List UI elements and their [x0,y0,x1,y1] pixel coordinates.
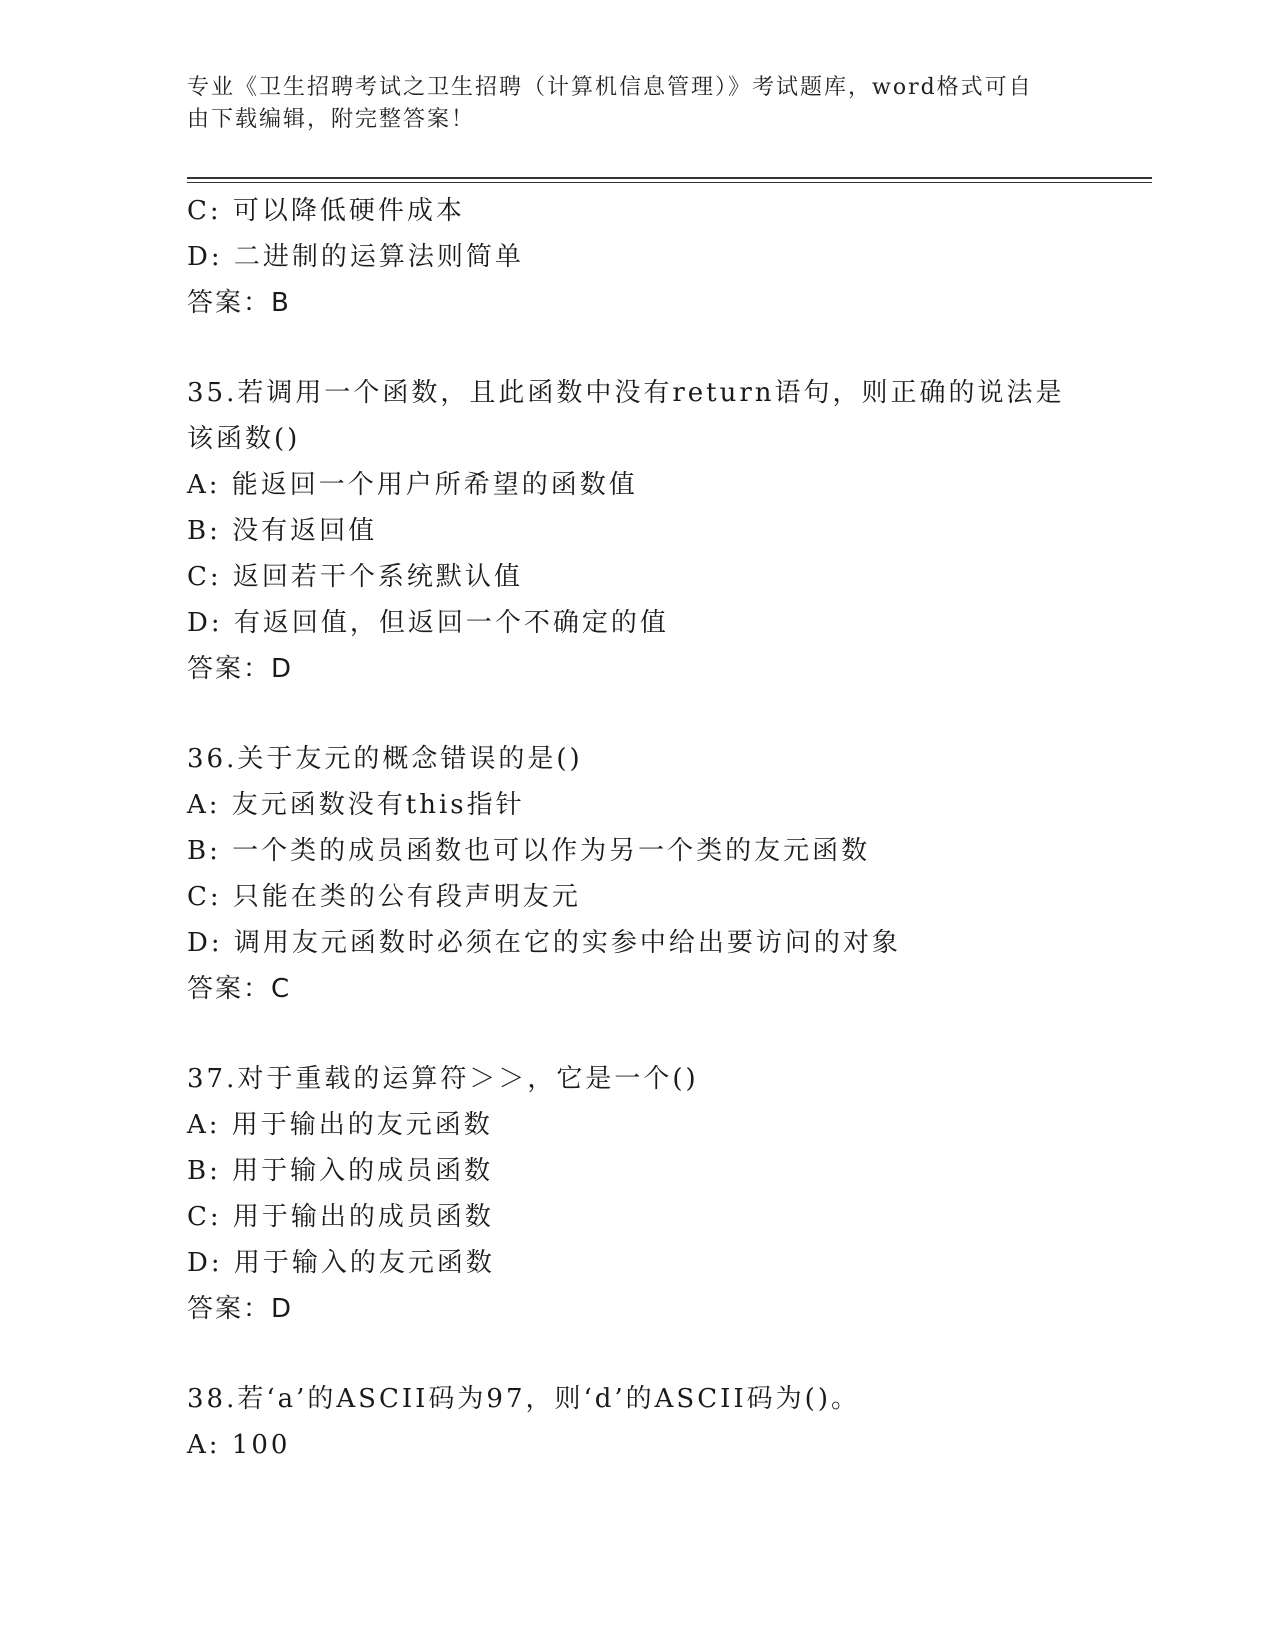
header-divider-thick [187,177,1152,179]
option-c: C: 用于输出的成员函数 [187,1202,494,1232]
option-d: D: 用于输入的友元函数 [187,1248,495,1278]
option-c: C: 可以降低硬件成本 [187,196,465,226]
answer-line: 答案：C [187,974,292,1004]
question-block-38 [187,1376,1087,1468]
answer-line: 答案：B [187,288,291,318]
question-stem: 37.对于重载的运算符＞＞，它是一个() [187,1064,699,1094]
question-block-35 [187,370,1087,692]
option-d: D: 有返回值，但返回一个不确定的值 [187,608,669,638]
option-b: B: 一个类的成员函数也可以作为另一个类的友元函数 [187,836,871,866]
spacer [187,1332,1087,1376]
question-list [187,188,1087,1468]
option-a: A: 能返回一个用户所希望的函数值 [187,470,638,500]
question-block-37 [187,1056,1087,1332]
question-stem: 35.若调用一个函数，且此函数中没有return语句，则正确的说法是该函数() [187,378,1065,454]
question-stem: 36.关于友元的概念错误的是() [187,744,583,774]
question-block-36 [187,736,1087,1012]
option-a: A: 友元函数没有this指针 [187,790,525,820]
document-header [187,72,1077,136]
spacer [187,326,1087,370]
option-c: C: 返回若干个系统默认值 [187,562,523,592]
spacer [187,1012,1087,1056]
header-line-2: 由下载编辑，附完整答案！ [187,107,476,132]
option-a: A: 用于输出的友元函数 [187,1110,493,1140]
option-b: B: 用于输入的成员函数 [187,1156,494,1186]
option-d: D: 调用友元函数时必须在它的实参中给出要访问的对象 [187,928,901,958]
question-block-34 [187,188,1087,326]
option-b: B: 没有返回值 [187,516,378,546]
option-c: C: 只能在类的公有段声明友元 [187,882,581,912]
spacer [187,692,1087,736]
header-divider-thin [187,182,1152,183]
answer-line: 答案：D [187,654,294,684]
answer-line: 答案：D [187,1294,294,1324]
header-line-1: 专业《卫生招聘考试之卫生招聘（计算机信息管理）》考试题库，word格式可自 [187,75,1033,100]
option-d: D: 二进制的运算法则简单 [187,242,524,272]
option-a: A: 100 [187,1430,291,1460]
question-stem: 38.若‘a’的ASCII码为97，则‘d’的ASCII码为()。 [187,1384,860,1414]
